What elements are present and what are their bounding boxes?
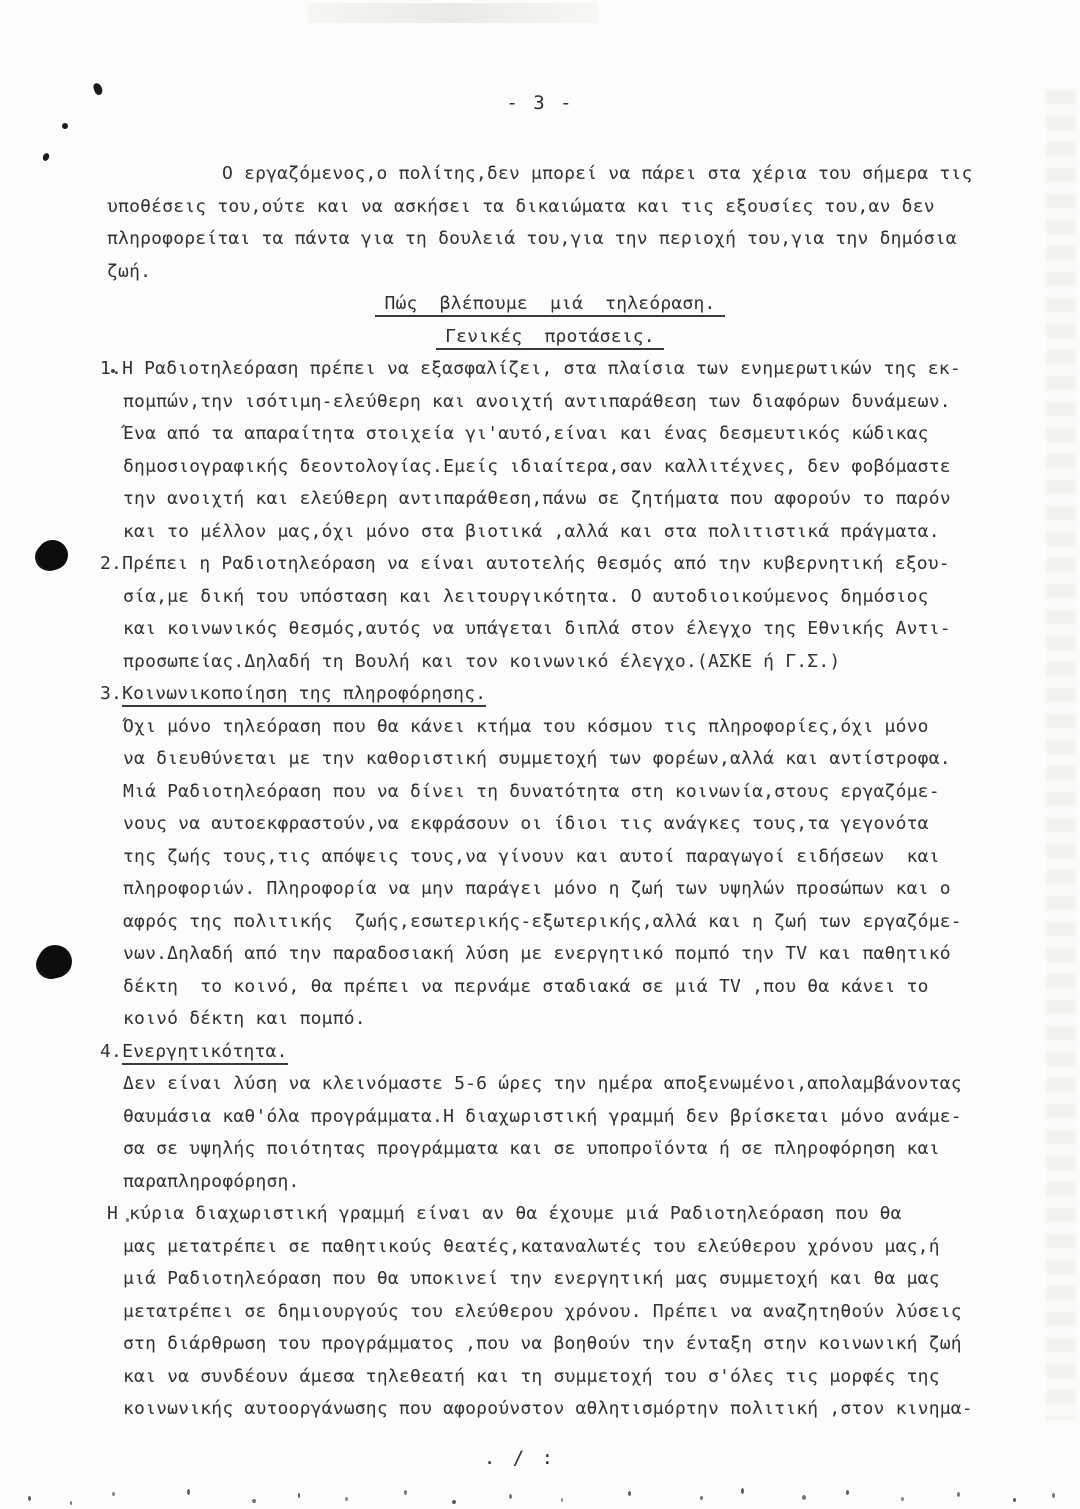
item-4-line: και να συνδέουν άμεσα τηλεθεατή και τη συμμετοχή του σ'όλες τις μορφές της	[123, 1365, 940, 1387]
noise-speck	[404, 1490, 407, 1495]
intro-line: Ο εργαζόμενος,ο πολίτης,δεν μπορεί να πάρει στα χέρια του σήμερα τις	[222, 163, 973, 184]
item-3-line: αφρός της πολιτικής ζωής,εσωτερικής-εξωτερικής,αλλά και η ζωή των εργαζόμε-	[123, 910, 962, 932]
item-2-line: προσωπείας.Δηλαδή τη Βουλή και τον κοινωνικό έλεγχο.(ΑΣΚΕ ή Γ.Σ.)	[123, 650, 841, 672]
item-3-title: Κοινωνικοποίηση της πληροφόρησης.	[122, 683, 486, 707]
item-3-line: δέκτη το κοινό, θα πρέπει να περνάμε σταδιακά σε μιά TV ,που θα κάνει το	[123, 975, 929, 997]
intro-line: υποθέσεις του,ούτε και να ασκήσει τα δικαιώματα και τις εξουσίες του,αν δεν	[107, 195, 935, 217]
section-subheading-text: Γενικές προτάσεις.	[436, 326, 664, 350]
item-1-line: δημοσιογραφικής δεοντολογίας.Εμείς ιδιαίτερα,σαν καλλιτέχνες, δεν φοβόμαστε	[123, 455, 951, 477]
item-3-line: να διευθύνεται με την καθοριστική συμμετοχή των φορέων,αλλά και αντίστροφα.	[123, 748, 951, 769]
ink-speck	[42, 152, 51, 162]
item-4-line: σα σε υψηλής ποιότητας προγράμματα και σε υποπροϊόντα ή σε πληροφόρηση και	[123, 1138, 940, 1159]
item-3-line: νων.Δηλαδή από την παραδοσιακή λύση με ενεργητικό πομπό την TV και παθητικό	[123, 943, 951, 964]
document-body	[100, 158, 1000, 1426]
noise-speck	[112, 1492, 115, 1496]
noise-speck	[802, 1495, 806, 1500]
continuation-mark: . / :	[483, 1447, 557, 1469]
noise-speck	[901, 1497, 904, 1501]
item-4-line: μας μετατρέπει σε παθητικούς θεατές,καταναλωτές του ελεύθερου χρόνου μας,ή	[123, 1235, 940, 1257]
item-3-line: της ζωής τους,τις απόψεις τους,να γίνουν και αυτοί παραγωγοί ειδήσεων και	[123, 845, 940, 867]
noise-speck	[846, 1490, 849, 1495]
noise-speck	[741, 1488, 744, 1494]
noise-speck	[452, 1500, 456, 1504]
noise-speck	[628, 1491, 631, 1496]
hole-punch-mark	[37, 540, 68, 570]
noise-speck	[1052, 1493, 1055, 1498]
noise-speck	[561, 1498, 563, 1502]
noise-speck	[1013, 1498, 1016, 1502]
item-1-line: 1.Η Ραδιοτηλεόραση πρέπει να εξασφαλίζει, στα πλαίσια των ενημερωτικών της εκ-	[100, 358, 961, 379]
noise-speck	[700, 1496, 703, 1500]
item-3-line: πληροφοριών. Πληροφορία να μην παράγει μόνο η ζωή των υψηλών προσώπων και ο	[123, 878, 951, 899]
section-heading-text: Πώς βλέπουμε μιά τηλεόραση.	[375, 293, 724, 317]
item-4-line: παραπληροφόρηση.	[123, 1170, 300, 1192]
item-3-line: νους να αυτοεκφραστούν,να εκφράσουν οι ίδιοι τις ανάγκες τους,τα γεγονότα	[123, 813, 929, 834]
noise-speck	[957, 1492, 960, 1497]
item-4-line: μιά Ραδιοτηλεόραση που θα υποκινεί την ενεργητική μας συμμετοχή και θα μας	[123, 1268, 940, 1289]
item-4-number: 4.	[100, 1040, 123, 1062]
noise-speck	[509, 1494, 512, 1499]
item-3-line: κοινό δέκτη και πομπό.	[123, 1008, 366, 1029]
item-4-line: κοινωνικής αυτοοργάνωσης που αφορούνστον αθλητισμόρτην πολιτική ,στον κινημα-	[123, 1398, 973, 1419]
item-4-heading-line	[100, 1036, 1000, 1069]
item-3-heading-line	[100, 678, 1000, 711]
scan-ghost-text-column	[1046, 90, 1076, 1420]
item-1-line: πομπών,την ισότιμη-ελεύθερη και ανοιχτή αντιπαράθεση των διαφόρων δυνάμεων.	[123, 390, 951, 412]
page-number: - 3 -	[506, 92, 574, 114]
item-1-line: την ανοιχτή και ελεύθερη αντιπαράθεση,πάνω σε ζητήματα που αφορούν το παρόν	[123, 488, 951, 509]
noise-speck	[187, 1489, 190, 1495]
item-4-title: Ενεργητικότητα.	[122, 1041, 288, 1065]
noise-speck	[70, 1501, 72, 1505]
intro-line: ζωή.	[107, 260, 152, 282]
item-2-line: σία,με δική του υπόσταση και λειτουργικότητα. Ο αυτοδιοικούμενος δημόσιος	[123, 585, 929, 607]
item-2-line: και κοινωνικός θεσμός,αυτός να υπάγεται διπλά στον έλεγχο της Εθνικής Αντι-	[123, 618, 951, 639]
item-3-line: Μιά Ραδιοτηλεόραση που να δίνει τη δυνατότητα στη κοινωνία,στους εργαζόμε-	[123, 780, 940, 802]
item-4-line: Η κύρια διαχωριστική γραμμή είναι αν θα έχουμε μιά Ραδιοτηλεόραση που θα	[107, 1203, 902, 1224]
item-4-line: στη διάρθρωση του προγράμματος ,που να βοηθούν την ένταξη στην κοινωνική ζωή	[123, 1333, 962, 1354]
item-1-line: Ένα από τα απαραίτητα στοιχεία γι'αυτό,είναι και ένας δεσμευτικός κώδικας	[123, 423, 929, 444]
item-4-line: μετατρέπει σε δημιουργούς του ελεύθερου χρόνου. Πρέπει να αναζητηθούν λύσεις	[123, 1300, 962, 1322]
noise-speck	[252, 1499, 256, 1503]
item-4-line: θαυμάσια καθ'όλα προγράμματα.Η διαχωριστική γραμμή δεν βρίσκεται μόνο ανάμε-	[123, 1105, 962, 1127]
noise-speck	[298, 1493, 300, 1498]
intro-line: πληροφορείται τα πάντα για τη δουλειά του,για την περιοχή του,για την δημόσια	[107, 228, 957, 249]
item-3-line: Όχι μόνο τηλεόραση που θα κάνει κτήμα του κόσμου τις πληροφορίες,όχι μόνο	[123, 715, 929, 737]
section-heading	[100, 288, 1000, 321]
noise-speck	[28, 1496, 31, 1501]
item-3-number: 3.	[100, 683, 123, 704]
scan-smudge	[308, 3, 598, 23]
ink-speck	[62, 123, 68, 129]
item-1-line: και το μέλλον μας,όχι μόνο στα βιοτικά ,αλλά και στα πολιτιστικά πράγματα.	[123, 520, 940, 542]
hole-punch-mark	[38, 945, 72, 978]
section-subheading	[100, 321, 1000, 354]
noise-speck	[345, 1497, 348, 1501]
item-2-line: 2.Πρέπει η Ραδιοτηλεόραση να είναι αυτοτελής θεσμός από την κυβερνητική εξου-	[100, 553, 950, 574]
item-4-line: Δεν είναι λύση να κλεινόμαστε 5-6 ώρες την ημέρα αποξενωμένοι,απολαμβάνοντας	[123, 1073, 962, 1094]
